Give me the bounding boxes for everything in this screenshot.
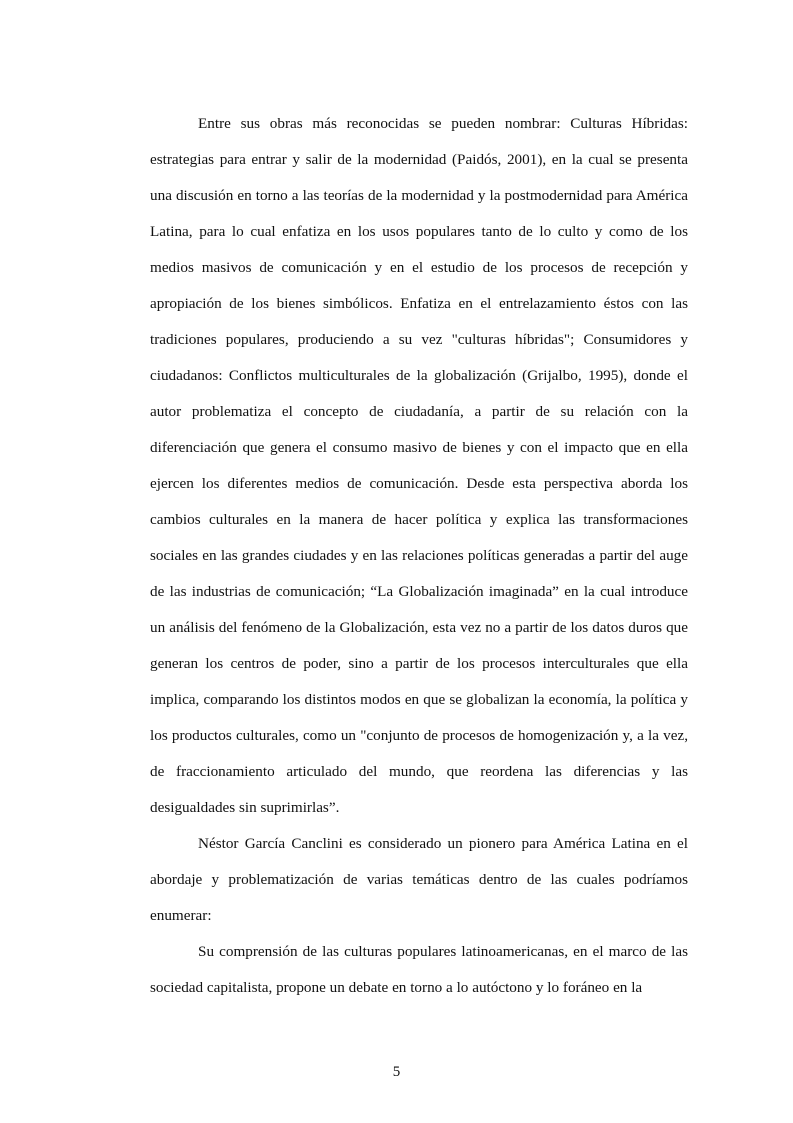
paragraph-pioneer: Néstor García Canclini es considerado un pionero para América Latina en el abordaje y problematización de varias temáticas dentro de las cuales podríamos enumerar: <box>150 835 688 924</box>
paragraph-works: Entre sus obras más reconocidas se pueden nombrar: Culturas Híbridas: estrategias para entrar y salir de la modernidad (Paidós, 2001), en la cual se presenta una discusión en torno a las teorías de la modernidad y la postmodernidad para América Latina, para lo cual enfatiza en los usos populares tanto de lo culto y como de los medios masivos de comunicación y en el estudio de los procesos de recepción y apropiación de los bienes simbólicos. Enfatiza en el entrelazamiento éstos con las tradiciones populares, produciendo a su vez "culturas híbridas"; Consumidores y ciudadanos: Conflictos multiculturales de la globalización (Grijalbo, 1995), donde el autor problematiza el concepto de ciudadanía, a partir de su relación con la diferenciación que genera el consumo masivo de bienes y con el impacto que en ella ejercen los diferentes medios de comunicación. Desde esta perspectiva aborda los cambios culturales en la manera de hacer política y explica las transformaciones sociales en las grandes ciudades y en las relaciones políticas generadas a partir del auge de las industrias de comunicación; “La Globalización imaginada” en la cual introduce un análisis del fenómeno de la Globalización, esta vez no a partir de los datos duros que generan los centros de poder, sino a partir de los procesos interculturales que ella implica, comparando los distintos modos en que se globalizan la economía, la política y los productos culturales, como un "conjunto de procesos de homogenización y, a la vez, de fraccionamiento articulado del mundo, que reordena las diferencias y las desigualdades sin suprimirlas”. <box>150 115 688 816</box>
paragraph-popular-cultures: Su comprensión de las culturas populares latinoamericanas, en el marco de las sociedad capitalista, propone un debate en torno a lo autóctono y lo foráneo en la <box>150 943 688 996</box>
page-number: 5 <box>392 1064 401 1080</box>
body-text <box>150 106 688 1006</box>
